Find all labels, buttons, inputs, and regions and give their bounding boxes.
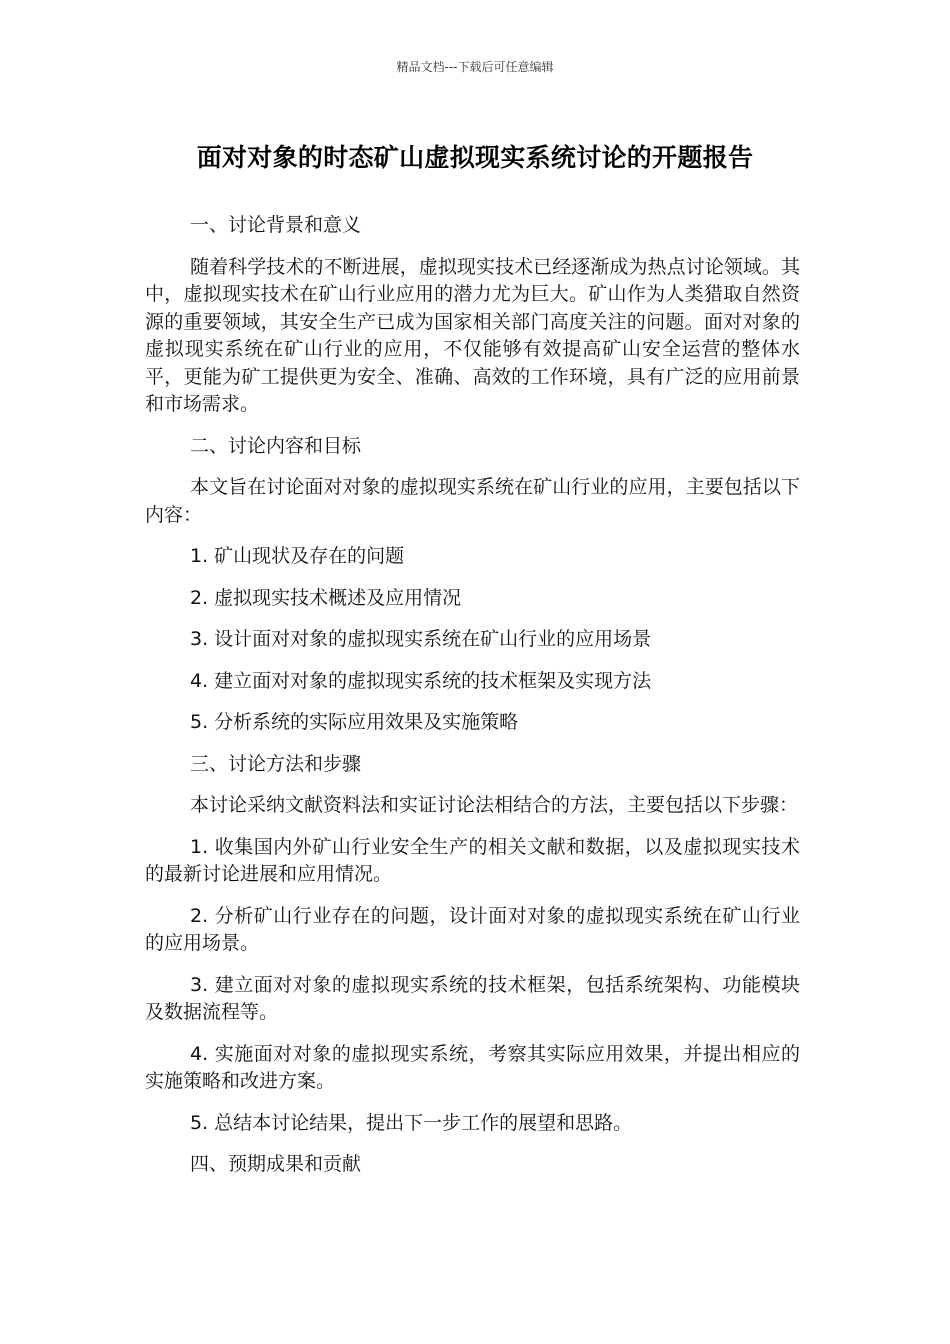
- list-item: 1. 收集国内外矿山行业安全生产的相关文献和数据，以及虚拟现实技术的最新讨论进展和应用情况。: [145, 835, 800, 885]
- list-item: 4. 实施面对对象的虚拟现实系统，考察其实际应用效果，并提出相应的实施策略和改进方案。: [145, 1042, 800, 1092]
- section-heading-outcomes: 四、预期成果和贡献: [190, 1153, 362, 1175]
- list-item: 4. 建立面对对象的虚拟现实系统的技术框架及实现方法: [190, 669, 652, 692]
- document-title: 面对对象的时态矿山虚拟现实系统讨论的开题报告: [196, 143, 754, 172]
- paragraph-methods-intro: 本讨论采纳文献资料法和实证讨论法相结合的方法，主要包括以下步骤：: [190, 794, 799, 816]
- list-item: 3. 建立面对对象的虚拟现实系统的技术框架，包括系统架构、功能模块及数据流程等。: [145, 973, 800, 1023]
- section-heading-background: 一、讨论背景和意义: [190, 214, 362, 236]
- list-item: 2. 分析矿山行业存在的问题，设计面对对象的虚拟现实系统在矿山行业的应用场景。: [145, 904, 800, 954]
- document-body: [145, 212, 800, 1193]
- section-heading-content: 二、讨论内容和目标: [190, 434, 362, 457]
- paragraph-content-intro: 本文旨在讨论面对对象的虚拟现实系统在矿山行业的应用，主要包括以下内容：: [145, 476, 800, 526]
- list-item: 5. 总结本讨论结果，提出下一步工作的展望和思路。: [190, 1111, 633, 1134]
- list-item: 3. 设计面对对象的虚拟现实系统在矿山行业的应用场景: [190, 628, 652, 650]
- list-item: 5. 分析系统的实际应用效果及实施策略: [190, 711, 519, 733]
- page-header: 精品文档---下载后可任意编辑: [396, 60, 554, 74]
- section-heading-methods: 三、讨论方法和步骤: [190, 752, 362, 775]
- list-item: 2. 虚拟现实技术概述及应用情况: [190, 586, 462, 609]
- list-item: 1. 矿山现状及存在的问题: [190, 545, 405, 567]
- paragraph-background: 随着科学技术的不断进展，虚拟现实技术已经逐渐成为热点讨论领域。其中，虚拟现实技术在矿山行业应用的潜力尤为巨大。矿山作为人类猎取自然资源的重要领域，其安全生产已成为国家相关部门高度关注的问题。面对对象的虚拟现实系统在矿山行业的应用，不仅能够有效提高矿山安全运营的整体水平，更能为矿工提供更为安全、准确、高效的工作环境，具有广泛的应用前景和市场需求。: [145, 255, 800, 415]
